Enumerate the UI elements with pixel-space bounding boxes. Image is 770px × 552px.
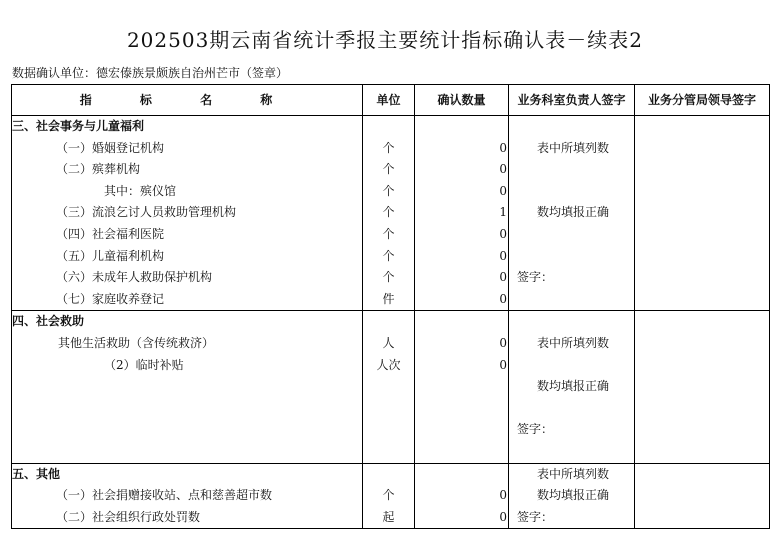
section-title: 三、社会事务与儿童福利	[12, 116, 363, 138]
table-row	[12, 398, 770, 420]
row-name: 其中：殡仪馆	[12, 181, 363, 203]
row-name: （二）社会组织行政处罚数	[12, 507, 363, 529]
row-name: （一）社会捐赠接收站、点和慈善超市数	[12, 485, 363, 507]
table-row	[12, 202, 770, 224]
row-name: （五）儿童福利机构	[12, 246, 363, 268]
row-unit: 个	[363, 202, 415, 224]
row-unit: 个	[363, 246, 415, 268]
table-row	[12, 419, 770, 441]
row-qty: 1	[415, 202, 509, 224]
row-unit: 起	[363, 507, 415, 529]
sig-note: 数均填报正确	[509, 202, 635, 224]
sig-label: 签字：	[509, 419, 635, 441]
row-name: （三）流浪乞讨人员救助管理机构	[12, 202, 363, 224]
row-qty: 0	[415, 138, 509, 160]
table-row	[12, 355, 770, 377]
table-row	[12, 267, 770, 289]
row-unit: 个	[363, 267, 415, 289]
sig-note: 表中所填列数	[509, 333, 635, 355]
sig-label: 签字：	[509, 267, 635, 289]
table-row	[12, 224, 770, 246]
sig-note: 数均填报正确	[509, 376, 635, 398]
row-qty: 0	[415, 224, 509, 246]
confirm-unit-line: 数据确认单位：德宏傣族景颇族自治州芒市（签章）	[12, 66, 289, 80]
table-row	[12, 181, 770, 203]
row-unit: 个	[363, 224, 415, 246]
row-qty: 0	[415, 159, 509, 181]
row-unit: 个	[363, 485, 415, 507]
table-row	[12, 441, 770, 463]
sig-note: 表中所填列数	[509, 463, 635, 485]
row-qty: 0	[415, 181, 509, 203]
header-sig-leader: 业务分管局领导签字	[635, 85, 770, 116]
section-title: 四、社会救助	[12, 311, 363, 333]
row-unit: 人	[363, 333, 415, 355]
row-qty: 0	[415, 333, 509, 355]
row-qty: 0	[415, 246, 509, 268]
row-unit: 人次	[363, 355, 415, 377]
table-row	[12, 289, 770, 311]
row-qty: 0	[415, 267, 509, 289]
section-title: 五、其他	[12, 463, 363, 485]
table-row	[12, 376, 770, 398]
row-name: 其他生活救助（含传统救济）	[12, 333, 363, 355]
row-unit: 个	[363, 181, 415, 203]
table-row	[12, 138, 770, 160]
table-header-row	[12, 85, 770, 116]
row-name: （2）临时补贴	[12, 355, 363, 377]
section-row	[12, 311, 770, 333]
table-row	[12, 246, 770, 268]
row-name: （一）婚姻登记机构	[12, 138, 363, 160]
table-row	[12, 485, 770, 507]
header-name: 指 标 名 称	[12, 85, 363, 116]
table-row	[12, 507, 770, 529]
row-unit: 个	[363, 159, 415, 181]
header-qty: 确认数量	[415, 85, 509, 116]
row-name: （七）家庭收养登记	[12, 289, 363, 311]
row-qty: 0	[415, 355, 509, 377]
row-unit: 件	[363, 289, 415, 311]
section-row	[12, 116, 770, 138]
sig-label: 签字：	[509, 507, 635, 529]
row-name: （二）殡葬机构	[12, 159, 363, 181]
table-row	[12, 333, 770, 355]
row-qty: 0	[415, 507, 509, 529]
row-name: （四）社会福利医院	[12, 224, 363, 246]
header-unit: 单位	[363, 85, 415, 116]
report-title: 202503期云南省统计季报主要统计指标确认表－续表2	[126, 28, 644, 52]
table-row	[12, 159, 770, 181]
section-row	[12, 463, 770, 485]
row-unit: 个	[363, 138, 415, 160]
row-name: （六）未成年人救助保护机构	[12, 267, 363, 289]
sig-note: 表中所填列数	[509, 138, 635, 160]
row-qty: 0	[415, 289, 509, 311]
header-sig-dept: 业务科室负责人签字	[509, 85, 635, 116]
indicator-table	[11, 84, 770, 529]
row-qty: 0	[415, 485, 509, 507]
sig-note: 数均填报正确	[509, 485, 635, 507]
